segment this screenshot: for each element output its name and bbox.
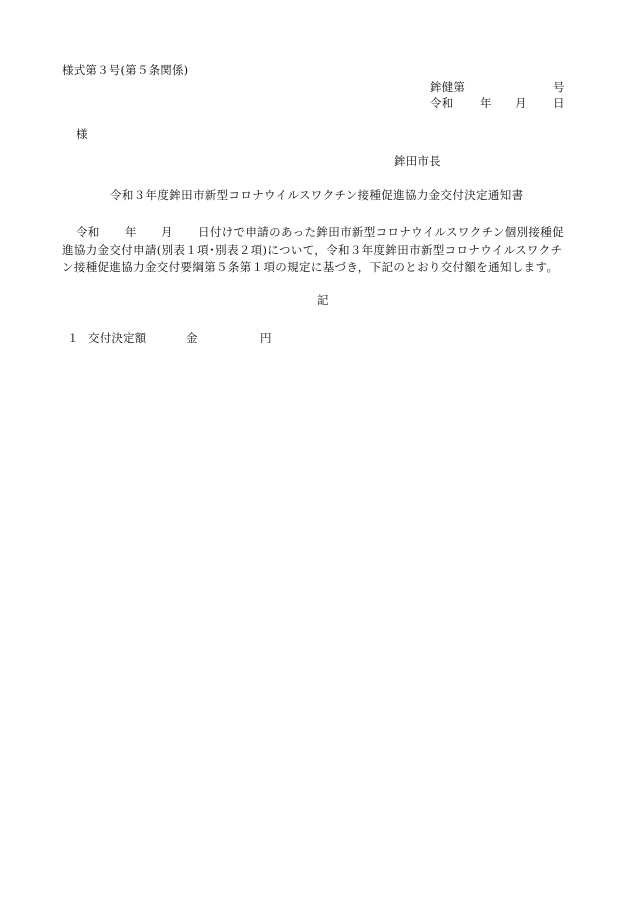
issuer: 鉾田市長 [394,154,441,168]
document-title: 令和３年度鉾田市新型コロナウイルスワクチン接種促進協力金交付決定通知書 [110,188,524,202]
body-line-1 [62,224,582,242]
document-number-prefix: 鉾健第 [430,80,466,94]
body-date-year: 年 [125,225,137,239]
form-number: 様式第３号(第５条関係) [62,63,189,77]
item-label: 交付決定額 [88,331,147,345]
body-line-3: ン接種促進協力金交付要綱第５条第１項の規定に基づき，下記のとおり交付額を通知します。 [62,260,559,274]
item-kin: 金 [186,331,198,345]
date-day: 日 [553,96,565,110]
body-line-1-rest: 日付けで申請のあった鉾田市新型コロナウイルスワクチン個別接種促 [198,225,564,239]
item-number: １ [67,331,79,345]
body-line-2: 進協力金交付申請(別表１項･別表２項)について，令和３年度鉾田市新型コロナウイルスワクチ [62,242,563,257]
item-yen: 円 [260,331,272,345]
date-era: 令和 [430,96,454,110]
date-month: 月 [515,96,527,110]
date-year: 年 [480,96,492,110]
body-text [62,224,582,277]
body-date-month: 月 [161,225,173,239]
body-date-era: 令和 [76,225,100,239]
addressee: 様 [76,127,88,141]
document-number-suffix: 号 [553,80,565,94]
ki-heading: 記 [317,293,329,307]
